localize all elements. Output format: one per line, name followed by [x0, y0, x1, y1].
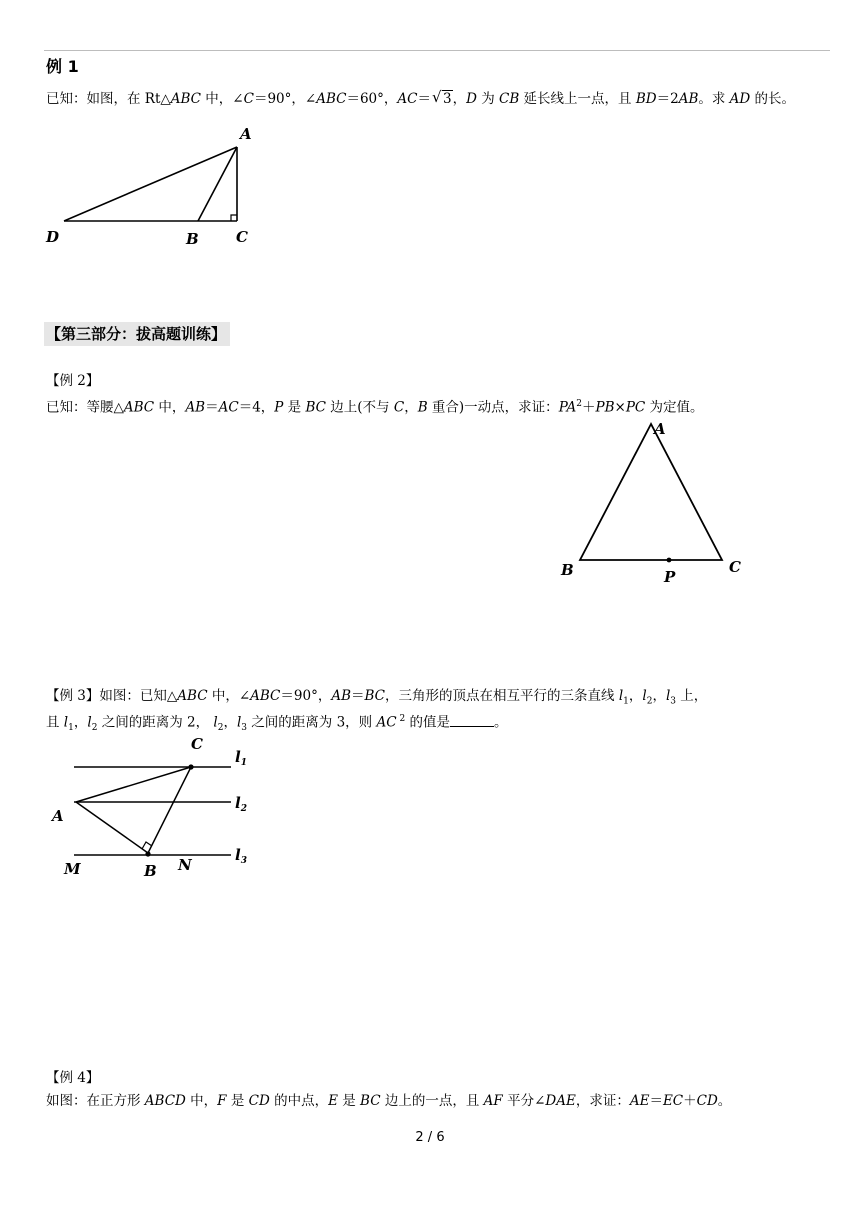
top-rule: [44, 50, 830, 51]
example1-heading: 例 1: [46, 57, 79, 76]
example3-figure: [40, 730, 270, 885]
label-l2: $l_2$: [235, 794, 247, 814]
isosceles-triangle: [580, 424, 722, 560]
label-c: C: [729, 558, 741, 576]
example3-text-line1: 【例 3】如图：已知△ABC 中，∠ABC＝90°，AB＝BC，三角形的顶点在相互平行的三条直线 $l_1$，$l_2$，$l_3$ 上，: [46, 688, 708, 707]
label-n: N: [178, 856, 192, 874]
label-m: M: [64, 860, 81, 878]
point-p: [667, 558, 672, 563]
label-d: D: [46, 228, 60, 246]
label-b: B: [144, 862, 157, 880]
label-a: A: [240, 125, 252, 143]
label-a: A: [52, 807, 64, 825]
sqrt-3: √ 3: [433, 89, 453, 109]
example4-text: 如图：在正方形 ABCD 中，F 是 CD 的中点，E 是 BC 边上的一点，且 AF 平分∠DAE，求证：AE＝EC＋CD。: [46, 1093, 732, 1109]
page-number: 2 / 6: [415, 1130, 445, 1145]
section-heading: 【第三部分：拔高题训练】: [44, 322, 230, 346]
label-a: A: [654, 420, 666, 438]
example3-text-line2: 且 $l_1$，$l_2$ 之间的距离为 2， $l_2$，$l_3$ 之间的距离为 3，则 AC $^2$ 的值是 。: [46, 714, 508, 734]
label-c: C: [191, 735, 203, 753]
example1-figure: [40, 120, 300, 250]
label-l1: $l_1$: [235, 748, 247, 768]
segment-bc: [148, 767, 191, 853]
example2-figure: [550, 410, 760, 590]
point-c: [188, 764, 193, 769]
segment-ba: [198, 147, 237, 221]
point-b: [145, 851, 150, 856]
segment-ab: [76, 802, 148, 853]
example4-heading: 【例 4】: [46, 1070, 100, 1086]
segment-ac: [76, 767, 191, 802]
segment-da: [64, 147, 237, 221]
example1-text: 已知：如图，在 Rt△ABC 中，∠C＝90°，∠ABC＝60°，AC＝√ 3，D 为 CB 延长线上一点，且 BD＝2AB。求 AD 的长。: [46, 89, 795, 109]
label-b: B: [186, 230, 199, 248]
label-c: C: [236, 228, 248, 246]
right-angle-mark: [231, 215, 237, 221]
label-b: B: [561, 561, 574, 579]
answer-blank: [450, 714, 494, 727]
label-p: P: [664, 568, 676, 586]
label-l3: $l_3$: [235, 846, 247, 866]
example2-heading: 【例 2】: [46, 373, 100, 389]
example2-text: 已知：等腰△ABC 中，AB＝AC＝4，P 是 BC 边上(不与 C，B 重合)一动点，求证：$PA^2+PB\times PC$ 为定值。: [46, 399, 704, 416]
